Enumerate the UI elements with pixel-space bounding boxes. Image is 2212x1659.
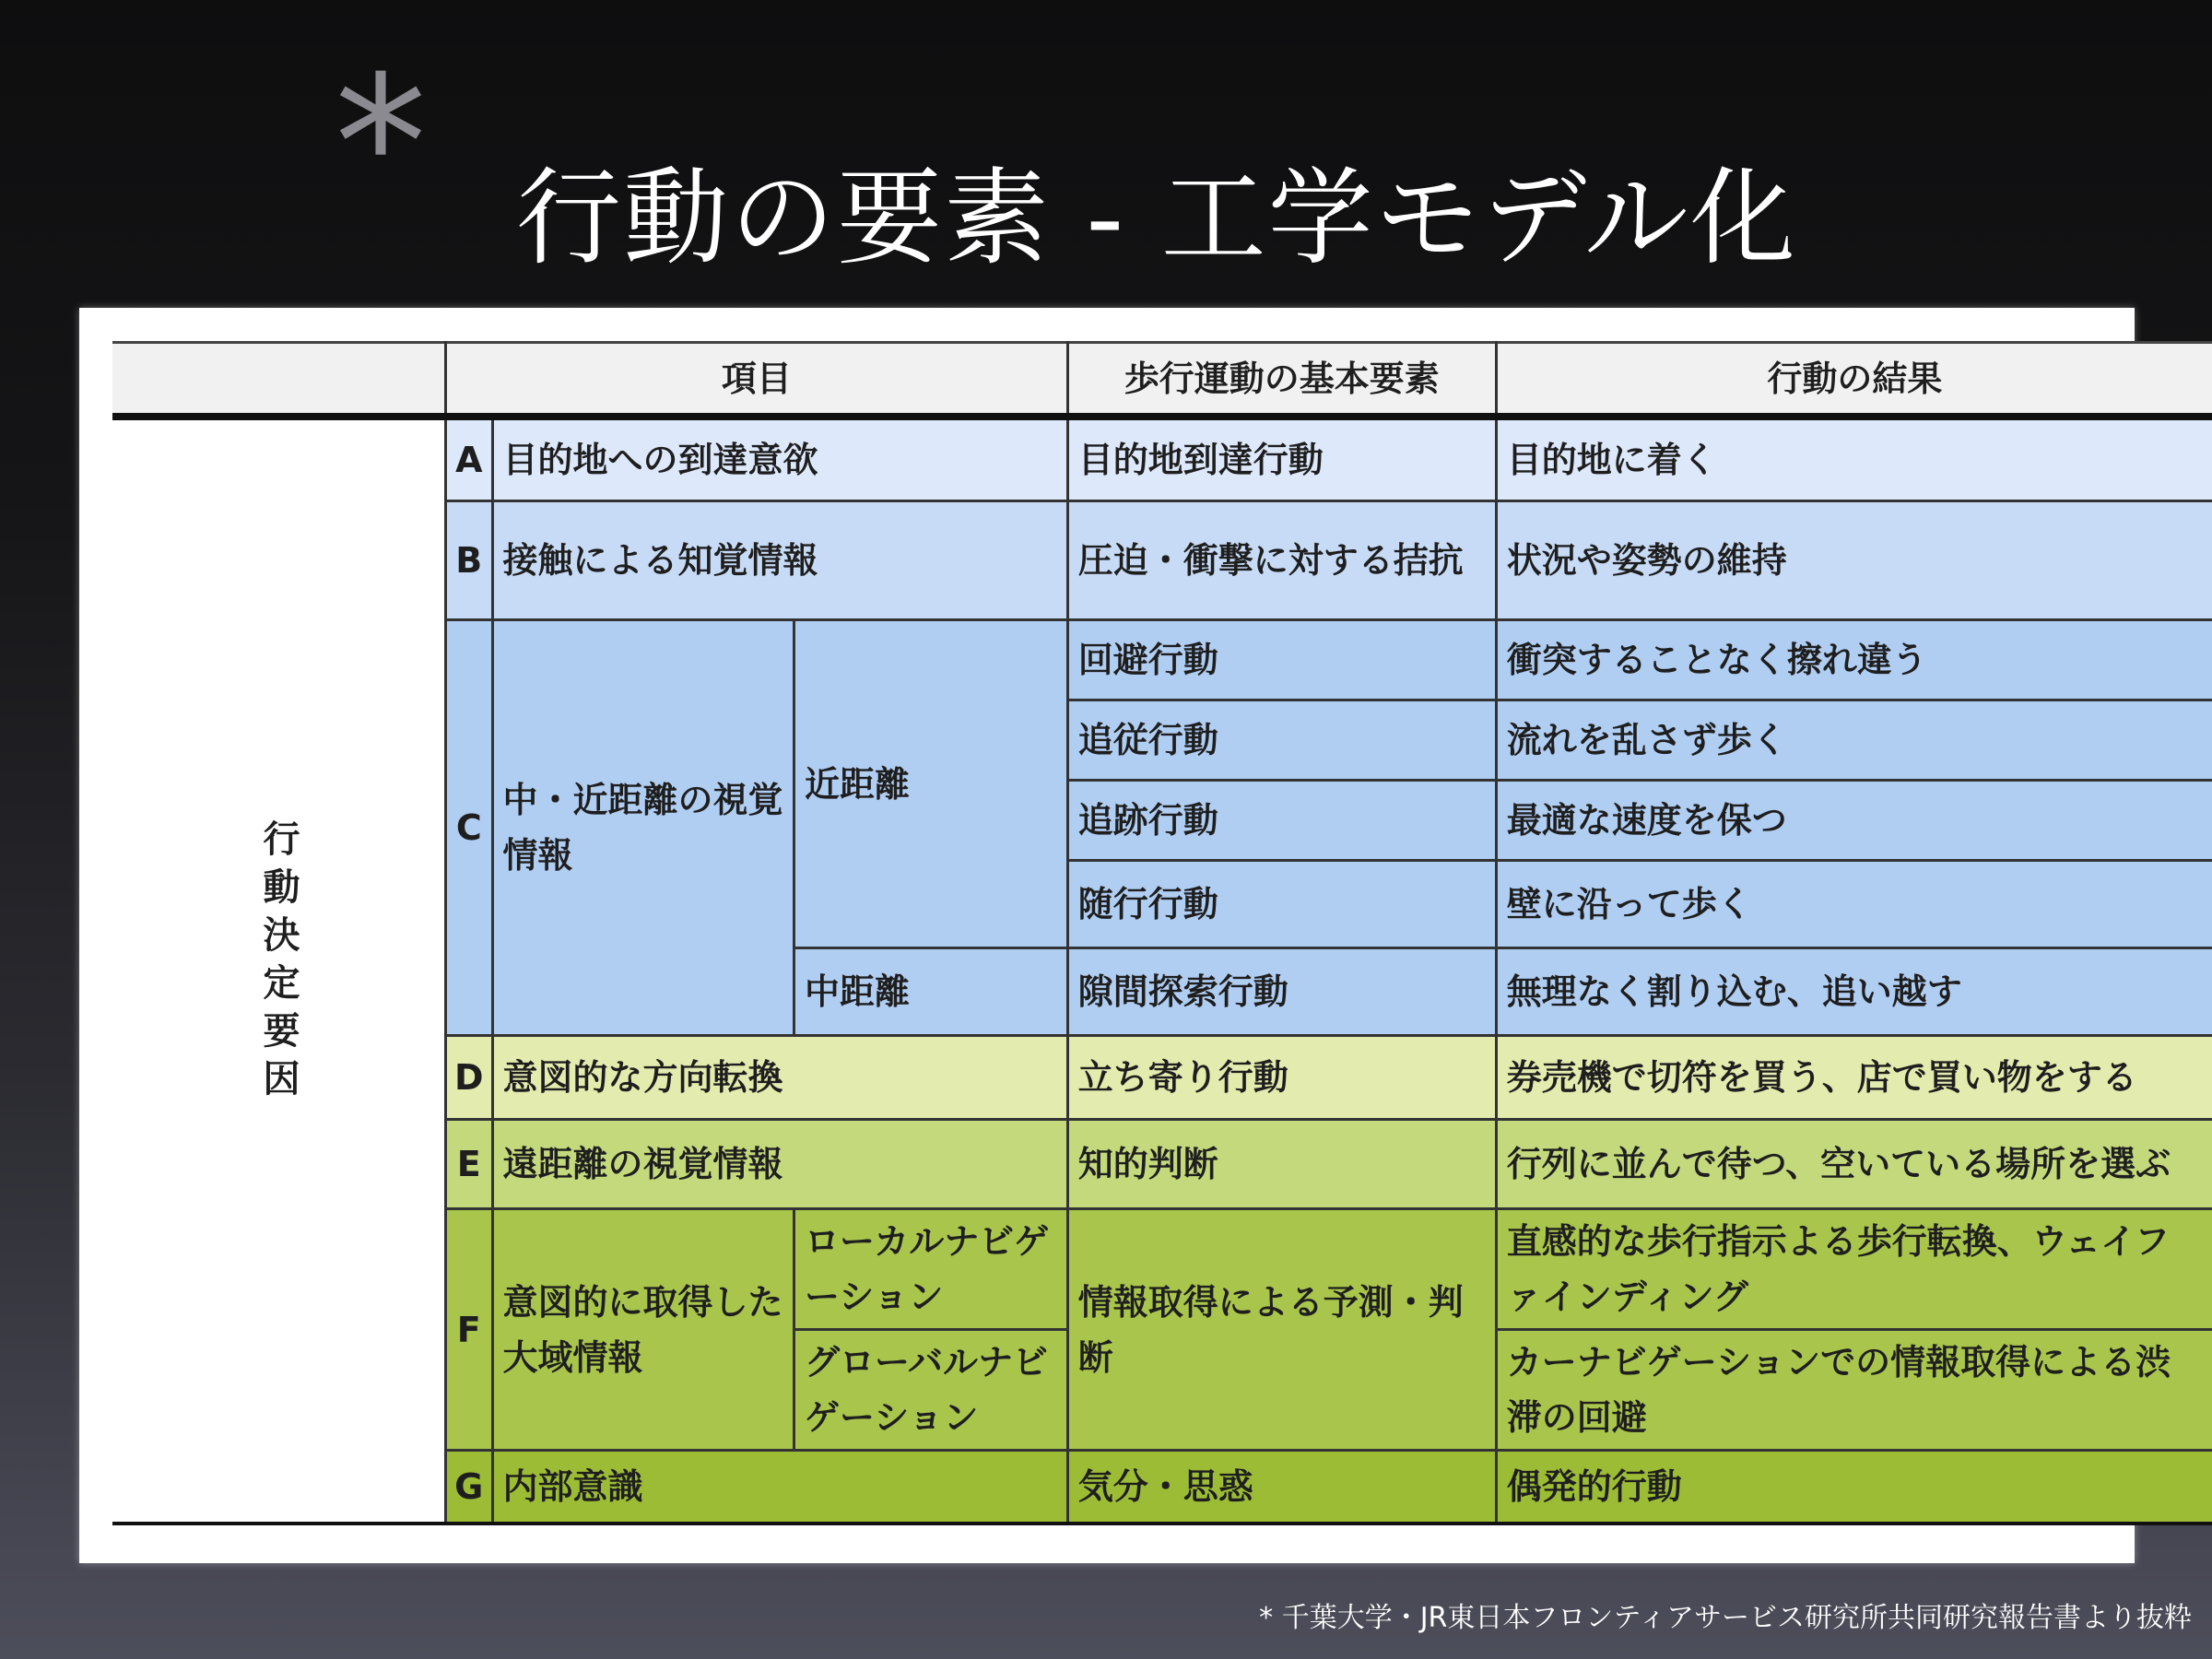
near-distance-label: 近距離	[794, 620, 1067, 948]
row-letter: F	[446, 1209, 493, 1451]
header-result: 行動の結果	[1496, 343, 2212, 418]
row-letter: G	[446, 1451, 493, 1524]
row-result: 目的地に着く	[1496, 417, 2212, 501]
header-basic-element: 歩行運動の基本要素	[1067, 343, 1496, 418]
row-letter: B	[446, 501, 493, 620]
side-label: 行動決定要因	[257, 819, 300, 1107]
row-item: 接触による知覚情報	[492, 501, 1067, 620]
row-basic: 随行行動	[1067, 861, 1496, 948]
source-footnote: * 千葉大学・JR東日本フロンティアサービス研究所共同研究報告書より抜粋	[1259, 1602, 2192, 1634]
row-letter: D	[446, 1036, 493, 1120]
row-result: 衝突することなく擦れ違う	[1496, 620, 2212, 700]
row-item: 中・近距離の視覚情報	[492, 620, 794, 1036]
row-item: 内部意識	[492, 1451, 1067, 1524]
slide-title: 行動の要素 - 工学モデル化	[516, 157, 1797, 279]
row-letter: E	[446, 1120, 493, 1209]
side-label-cell	[112, 417, 446, 1524]
title-bullet: *	[335, 37, 427, 252]
row-letter: C	[446, 620, 493, 1036]
row-result: 最適な速度を保つ	[1496, 781, 2212, 861]
behavior-elements-table	[112, 341, 2212, 1525]
row-result: 壁に沿って歩く	[1496, 861, 2212, 948]
row-basic: 目的地到達行動	[1067, 417, 1496, 501]
row-basic: 圧迫・衝撃に対する拮抗	[1067, 501, 1496, 620]
row-basic: 知的判断	[1067, 1120, 1496, 1209]
header-corner	[112, 343, 446, 418]
row-result: 状況や姿勢の維持	[1496, 501, 2212, 620]
row-result: 偶発的行動	[1496, 1451, 2212, 1524]
row-item: 意図的な方向転換	[492, 1036, 1067, 1120]
row-basic: 気分・思惑	[1067, 1451, 1496, 1524]
row-letter: A	[446, 417, 493, 501]
row-basic: 回避行動	[1067, 620, 1496, 700]
row-item: 意図的に取得した大域情報	[492, 1209, 794, 1451]
row-basic: 隙間探索行動	[1067, 948, 1496, 1036]
row-result: 券売機で切符を買う、店で買い物をする	[1496, 1036, 2212, 1120]
table-row	[112, 417, 2212, 501]
row-basic: 情報取得による予測・判断	[1067, 1209, 1496, 1451]
row-result: 直感的な歩行指示よる歩行転換、ウェイファインディング	[1496, 1209, 2212, 1330]
mid-distance-label: 中距離	[794, 948, 1067, 1036]
row-result: 行列に並んで待つ、空いている場所を選ぶ	[1496, 1120, 2212, 1209]
global-navigation-label: グローバルナビゲーション	[794, 1330, 1067, 1451]
row-basic: 立ち寄り行動	[1067, 1036, 1496, 1120]
row-basic: 追跡行動	[1067, 781, 1496, 861]
row-basic: 追従行動	[1067, 700, 1496, 781]
row-result: 無理なく割り込む、追い越す	[1496, 948, 2212, 1036]
header-item: 項目	[446, 343, 1068, 418]
row-item: 遠距離の視覚情報	[492, 1120, 1067, 1209]
row-result: 流れを乱さず歩く	[1496, 700, 2212, 781]
row-result: カーナビゲーションでの情報取得による渋滞の回避	[1496, 1330, 2212, 1451]
table-header-row	[112, 343, 2212, 418]
row-item: 目的地への到達意欲	[492, 417, 1067, 501]
local-navigation-label: ローカルナビゲーション	[794, 1209, 1067, 1330]
